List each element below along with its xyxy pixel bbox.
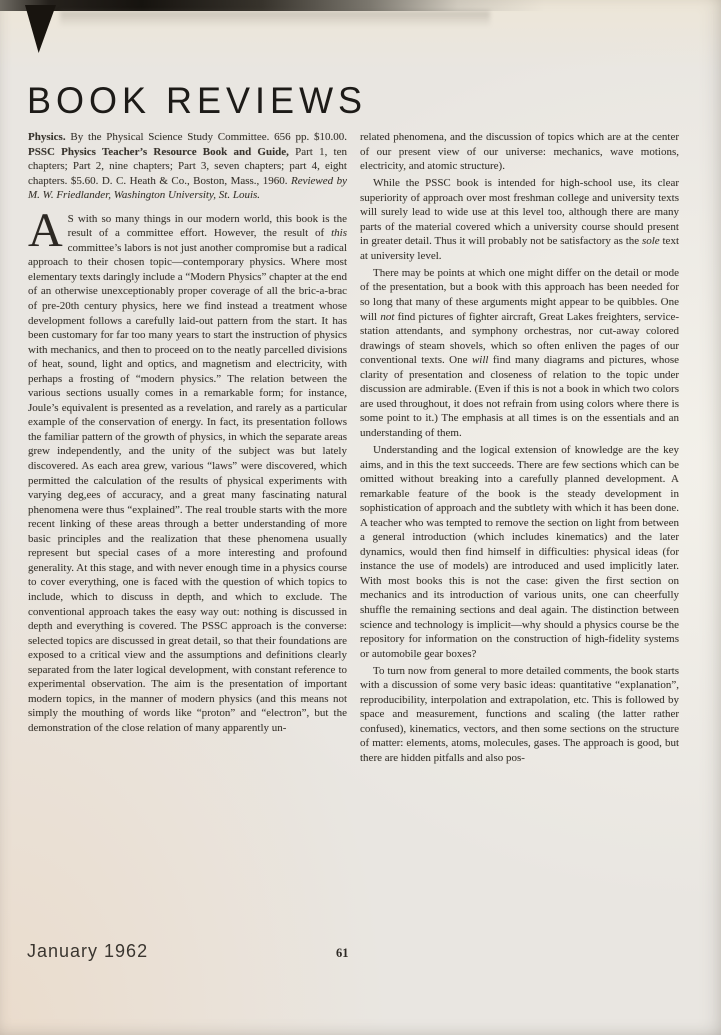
paragraph: [360, 266, 679, 441]
text-segment: While the PSSC book is intended for high-school use, its clear superiority of approach over most freshman college and university texts will surely lead to wide use at this level too, although there are many parts of the material covered which a university course should present in greater detail. Thus it will probably not be satisfactory as the: [360, 177, 679, 248]
text-segment: There may be points at which one might differ on the detail or mode of the presentation, but a book with this approach has been needed for so long that many of these arguments might appear to be quibbles. One will: [360, 266, 679, 323]
paragraph: [360, 130, 679, 174]
paragraph: [360, 443, 679, 661]
section-title: BOOK REVIEWS: [27, 79, 368, 122]
text-segment: Physics.: [28, 131, 66, 143]
drop-cap: A: [28, 203, 63, 257]
right-column: [360, 130, 679, 766]
text-segment: related phenomena, and the discussion of topics which are at the center of our present view of our universe: mechanics, wave motions, electricity, and atomic structure).: [360, 131, 679, 173]
text-segment: not: [380, 310, 395, 323]
footer-issue-date: January 1962: [27, 941, 149, 961]
paragraph: [360, 176, 679, 263]
text-segment: PSSC Physics Teacher’s Resource Book and Guide,: [28, 145, 289, 158]
left-column: [28, 130, 347, 735]
review-body-start: [28, 203, 347, 736]
text-segment: By the Physical Science Study Committee. 656 pp. $10.00.: [65, 131, 347, 143]
paragraph: [360, 664, 679, 766]
text-segment: sole: [641, 235, 660, 248]
footer-page-number: 61: [336, 946, 349, 960]
text-segment: find many diagrams and pictures, whose clarity of presentation and closeness of relation to the topic under discussion are admirable. (Even if this is not a book in which two colors are used throughout, it does not refrain from using colors where there is some point to it.) The emphasis at all times is on the essentials and an understanding of them.: [360, 354, 680, 439]
text-segment: To turn now from general to more detailed comments, the book starts with a discussion of some very basic ideas: quantitative “explanation”, reproducibility, interpolation and extrapolation, etc. This is followed by space and measurement, functions and scaling (the latter rather confused), kinematics, vectors, and then some sections on the structure of matter: elements, atoms, molecules, gases. The approach is good, but there are hidden pitfalls and also pos-: [360, 664, 679, 764]
corner-triangle-icon: [25, 5, 56, 53]
text-segment: Understanding and the logical extension of knowledge are the key aims, and in this the text succeeds. There are few sections which can be omitted without breaking into a carefully planned development. A remarkable feature of the book is the steady development in sophistication of approach and the subtlety with which it has been done. A teacher who was tempted to remove the section on light from between a general introduction (which includes kinematics) and the later dynamics, would then find himself in difficulties: physical ideas (for instance the use of models) are introduced and used implicitly later. With most books this is not the case: given the first section on mechanics and its introduction of various units, one can cheerfully shuffle the remaining sections and deal again. The distinction between science and technology is implicit—why should a physics course be the repository for information on the construction of high-fidelity systems or automobile gear boxes?: [360, 443, 679, 660]
text-segment: will: [471, 354, 489, 367]
text-segment: text at university level.: [360, 235, 679, 262]
scan-edge-band: [0, 0, 545, 11]
text-segment: Part 1, ten chapters; Part 2, nine chapters; Part 3, seven chapters; part 4, eight chapters. $5.60. D. C. Heath & Co., Boston, Mass., 1960.: [28, 145, 347, 187]
book-citation: [28, 130, 347, 203]
text-segment: S with so many things in our modern world, this book is the result of a committee effort. However, the result of: [67, 212, 347, 240]
text-segment: committee’s labors is not just another compromise but a radical approach to their chosen topic—contemporary physics. Where most elementary texts daringly include a “Modern Physics” chapter at the end of an otherwise unexceptionably proper coverage of all the bric-a-brac of pre-20th century physics, here we find instead a treatment whose development follows a carefully laid-out pattern from the start. It has been customary for far too many years to start the instruction of physics with mechanics, and then to proceed on to the neatly parcelled divisions of heat, sound, light and optics, and magnetism and electricity, with perhaps a frosting of “modern physics.” The relation between the various sections usually comes in a remarkable form; for instance, Joule’s equivalent is presented as a revelation, and rarely as a particular example of the conservation of energy. In fact, its presentation follows the familiar pattern of the growth of physics, in which the separate areas grew independently, and the unity of the subject was but lately discovered. As each area grew, various “laws” were discovered, which permitted the calculation of the results of physical experiments with varying deg,ees of accuracy, and a great many fascinating natural phenomena were thus “explained”. The real trouble starts with the more recent linking of these areas through a better understanding of more basic principles and the realization that these phenomena usually represent but special cases of a more interesting and profound generality. At this stage, and with never enough time in a physics course to cover everything, one is faced with the question of which topics to include, which to discuss in depth, and which to exclude. The conventional approach takes the easy way out: nothing is discussed in depth and everything is covered. The PSSC approach is the converse: selected topics are discussed in great detail, so that their foundations are exposed to a critical view and the assumptions and definitions clearly separated from the later logical development, with constant reference to experimental observation. The aim is the presentation of important modern topics, in the manner of modern physics (and this means not simply the mouthing of words like “proton” and “electron”, but the demonstration of the close relation of many apparently un-: [28, 241, 347, 734]
review-body-text: [28, 203, 347, 734]
text-segment: this: [331, 227, 347, 240]
scan-edge-shadow: [60, 11, 490, 27]
text-segment: Reviewed by M. W. Friedlander, Washington University, St. Louis.: [28, 174, 347, 202]
text-segment: find pictures of fighter aircraft, Great Lakes freighters, service-station attendants, and symphony orchestras, nor cut-away colored drawings of steam shovels, which so often enliven the pages of our conventional texts. One: [360, 310, 679, 367]
